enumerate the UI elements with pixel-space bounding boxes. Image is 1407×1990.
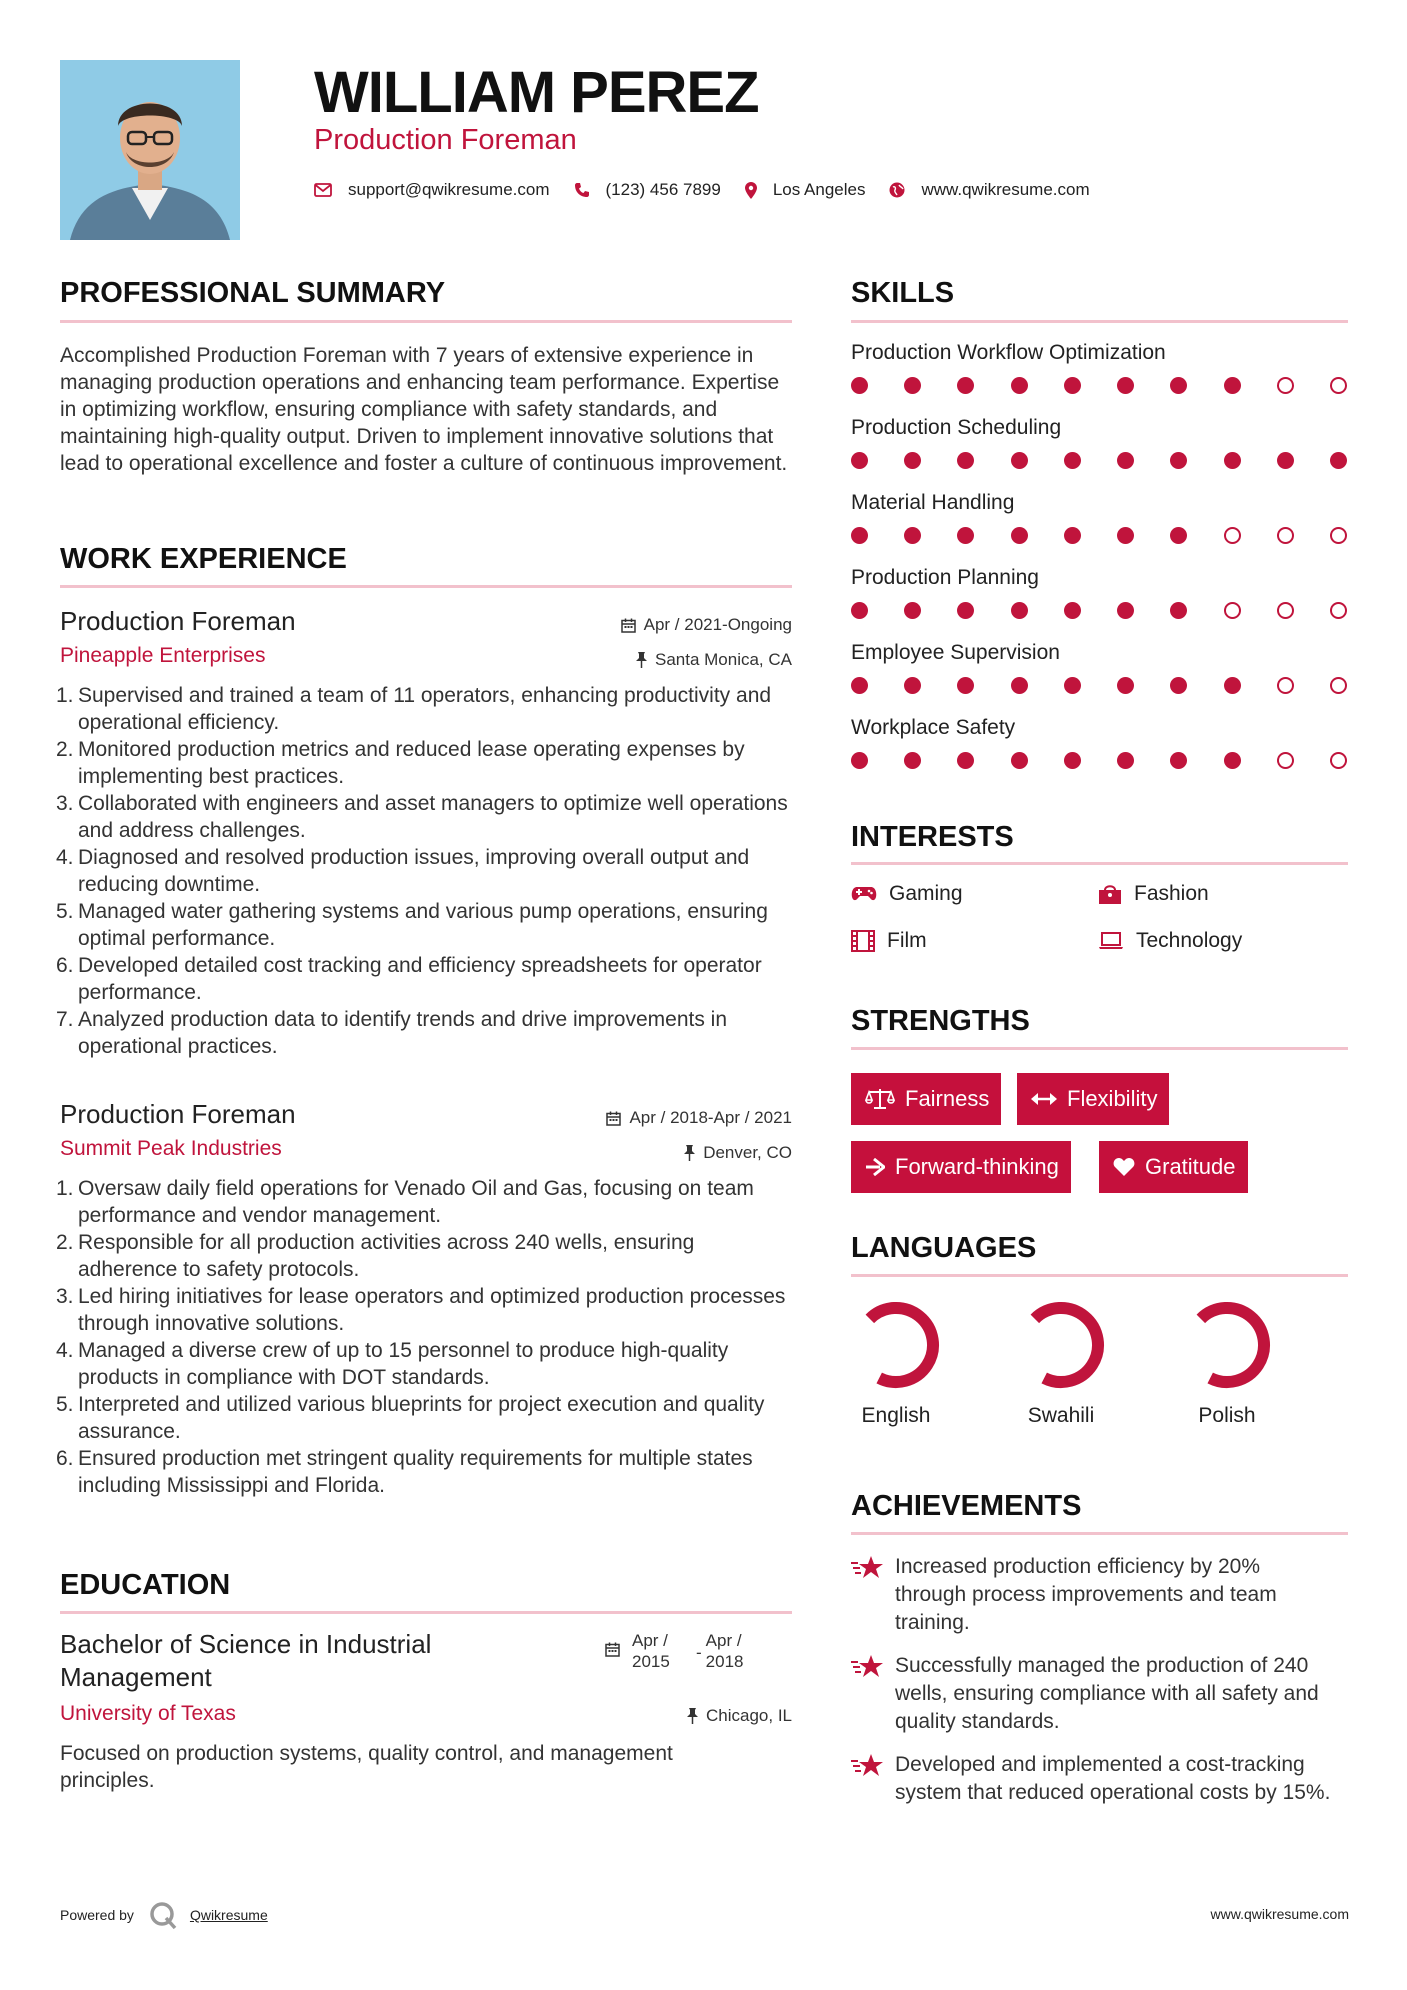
job-location-text: Santa Monica, CA [654,650,792,669]
achievements-divider [851,1532,1348,1535]
rating-dot-filled [851,527,868,544]
rating-dot-filled [1170,452,1187,469]
map-marker-icon [745,182,757,199]
experience-divider [60,585,792,588]
rating-dot-empty [1224,527,1241,544]
skill-item [851,490,1351,544]
strength-fairness [851,1073,1001,1125]
job-bullets [56,682,792,1060]
rating-dot-filled [851,377,868,394]
achievement-text: Developed and implemented a cost-tracking system that reduced operational costs by 15%. [895,1753,1331,1804]
phone-icon [574,182,590,198]
pushpin-icon [636,652,647,668]
experience-heading: WORK EXPERIENCE [60,543,347,575]
rating-dot-filled [1170,677,1187,694]
skill-rating [851,527,1347,544]
rating-dot-filled [1330,452,1347,469]
summary-text: Accomplished Production Foreman with 7 years of extensive experience in managing production operations and enhancing team performance. Expertise in optimizing workflow, ensuring compliance with safety standards, and maintaining high-quality output. Driven to implement innovative solutions that lead to operational excellence and foster a culture of continuous improvement. [60,344,788,475]
job-location [684,1143,792,1163]
language-proficiency-arc [1035,1308,1098,1382]
candidate-title: Production Foreman [314,124,577,156]
job-entry [56,1098,792,1499]
rating-dot-empty [1330,377,1347,394]
skill-name: Production Planning [851,566,1039,589]
powered-by-text: Powered by [60,1907,134,1923]
email-text: support@qwikresume.com [348,180,550,199]
calendar-icon [621,618,636,633]
skills-divider [851,320,1348,323]
skill-rating [851,752,1347,769]
rating-dot-filled [1011,752,1028,769]
rating-dot-filled [1224,677,1241,694]
skill-name: Production Scheduling [851,416,1062,439]
achievement-item [851,1553,1331,1637]
summary-heading: PROFESSIONAL SUMMARY [60,277,446,309]
education-location-text: Chicago, IL [706,1706,792,1725]
rating-dot-filled [1011,377,1028,394]
rating-dot-filled [1011,677,1028,694]
heart-icon [1113,1157,1135,1177]
location-text: Los Angeles [772,180,866,199]
skill-name: Employee Supervision [851,641,1060,664]
job-company: Pineapple Enterprises [60,644,266,667]
rating-dot-empty [1330,527,1347,544]
degree-title: Bachelor of Science in Industrial Management [60,1629,432,1692]
rating-dot-filled [1064,377,1081,394]
rating-dot-filled [1011,452,1028,469]
contact-email[interactable] [314,180,550,200]
rating-dot-empty [1277,677,1294,694]
rating-dot-filled [1064,677,1081,694]
rating-dot-filled [1277,452,1294,469]
education-start-date: Apr / 2015 [632,1631,670,1671]
education-description: Focused on production systems, quality control, and management principles. [60,1742,673,1792]
date-separator: - [696,1643,702,1662]
language-proficiency-ring [851,1300,941,1390]
rating-dot-empty [1330,677,1347,694]
education-entry [60,1628,792,1794]
job-dates-text: Apr / 2018-Apr / 2021 [629,1108,792,1127]
rating-dot-filled [851,677,868,694]
language-item [1001,1300,1121,1428]
language-proficiency-arc [870,1308,933,1382]
interest-label: Gaming [889,882,963,905]
list-item: 3. Collaborated with engineers and asset managers to optimize well operations and address challenges. [56,792,788,842]
list-item: 6. Ensured production met stringent quality requirements for multiple states including Mississippi and Florida. [56,1447,753,1497]
language-name: English [861,1404,931,1427]
calendar-icon [606,1111,621,1126]
skill-name: Workplace Safety [851,716,1016,739]
rating-dot-filled [957,377,974,394]
achievement-item [851,1652,1331,1736]
contact-phone[interactable] [574,180,721,200]
job-title: Production Foreman [60,1099,296,1129]
interests-heading: INTERESTS [851,821,1014,853]
language-item [836,1300,956,1428]
gamepad-icon [851,886,877,902]
phone-text: (123) 456 7899 [605,180,721,199]
strength-flexibility [1017,1073,1169,1125]
skill-rating [851,377,1347,394]
education-divider [60,1611,792,1614]
rating-dot-filled [957,527,974,544]
rating-dot-filled [851,752,868,769]
rating-dot-filled [904,602,921,619]
rating-dot-empty [1277,752,1294,769]
interests-divider [851,862,1348,865]
footer-website[interactable]: www.qwikresume.com [1210,1906,1349,1922]
rating-dot-filled [904,527,921,544]
contact-website[interactable] [889,180,1089,200]
skill-item [851,415,1351,469]
rating-dot-filled [904,752,921,769]
rating-dot-filled [1011,602,1028,619]
interest-label: Film [887,929,927,952]
achievements-heading: ACHIEVEMENTS [851,1490,1082,1522]
rating-dot-filled [851,602,868,619]
skill-item [851,715,1351,769]
laptop-icon [1098,932,1124,950]
rating-dot-filled [1224,452,1241,469]
strength-label: Fairness [905,1086,990,1111]
list-item: 4. Diagnosed and resolved production issues, improving overall output and reducing downtime. [56,846,750,896]
list-item: 1. Oversaw daily field operations for Venado Oil and Gas, focusing on team performance and vendor management. [56,1177,754,1227]
rating-dot-empty [1330,602,1347,619]
skill-name: Production Workflow Optimization [851,341,1166,364]
rating-dot-filled [1117,452,1134,469]
skill-name: Material Handling [851,491,1015,514]
education-location [687,1706,792,1726]
achievement-text: Successfully managed the production of 240 wells, ensuring compliance with all safety and quality standards. [895,1654,1319,1733]
language-proficiency-ring [1182,1300,1272,1390]
list-item: 7. Analyzed production data to identify trends and drive improvements in operational practices. [56,1008,728,1058]
skill-item [851,340,1351,394]
strength-gratitude [1099,1141,1248,1193]
interest-label: Fashion [1134,882,1209,905]
rating-dot-filled [904,377,921,394]
skills-heading: SKILLS [851,277,955,309]
rating-dot-filled [1224,752,1241,769]
rating-dot-filled [1170,602,1187,619]
rating-dot-empty [1277,377,1294,394]
job-bullets [56,1175,792,1499]
strength-label: Flexibility [1067,1086,1158,1111]
strength-label: Forward-thinking [895,1154,1059,1179]
interest-gaming [851,882,963,906]
list-item: 5. Interpreted and utilized various blueprints for project execution and quality assurance. [56,1393,765,1443]
rating-dot-filled [1224,377,1241,394]
list-item: 5. Managed water gathering systems and various pump operations, ensuring optimal performance. [56,900,768,950]
job-company: Summit Peak Industries [60,1137,282,1160]
rating-dot-filled [851,452,868,469]
interest-technology [1098,929,1242,953]
calendar-icon [605,1642,620,1657]
profile-photo [60,60,240,240]
skill-item [851,565,1351,619]
rating-dot-filled [1011,527,1028,544]
rating-dot-filled [1117,752,1134,769]
qwikresume-link[interactable]: Qwikresume [189,1907,268,1923]
rating-dot-filled [1117,602,1134,619]
rating-dot-empty [1330,752,1347,769]
job-location [636,650,792,670]
list-item: 1. Supervised and trained a team of 11 operators, enhancing productivity and operational efficiency. [56,684,772,734]
job-title: Production Foreman [60,606,296,636]
skill-item [851,640,1351,694]
rating-dot-filled [904,452,921,469]
language-proficiency-arc [1201,1308,1264,1382]
rating-dot-filled [1170,527,1187,544]
education-heading: EDUCATION [60,1569,231,1601]
languages-divider [851,1274,1348,1277]
rating-dot-filled [1117,527,1134,544]
education-end-date: Apr / 2018 [705,1631,744,1671]
education-dates [605,1630,770,1672]
language-name: Swahili [1027,1404,1095,1427]
film-icon [851,930,875,952]
rating-dot-filled [1170,752,1187,769]
envelope-icon [314,183,332,197]
rating-dot-empty [1277,602,1294,619]
arrows-horizontal-icon [1031,1092,1057,1106]
pushpin-icon [684,1145,695,1161]
candidate-name: WILLIAM PEREZ [314,60,759,125]
rating-dot-filled [1064,752,1081,769]
language-proficiency-ring [1016,1300,1106,1390]
strengths-heading: STRENGTHS [851,1005,1030,1037]
rating-dot-filled [957,602,974,619]
job-dates-text: Apr / 2021-Ongoing [643,615,792,634]
globe-icon [889,182,905,198]
star-icon [851,1555,885,1581]
rating-dot-filled [1170,377,1187,394]
footer-branding [60,1900,268,1930]
skill-rating [851,452,1347,469]
achievement-item [851,1751,1331,1807]
rating-dot-filled [904,677,921,694]
achievement-text: Increased production efficiency by 20% through process improvements and team training. [895,1555,1277,1634]
shopping-bag-icon [1098,883,1122,905]
job-entry [56,605,792,1060]
job-location-text: Denver, CO [703,1143,792,1162]
interest-fashion [1098,882,1209,906]
language-name: Polish [1198,1404,1256,1427]
rating-dot-filled [957,752,974,769]
list-item: 3. Led hiring initiatives for lease operators and optimized production processes through innovative solutions. [56,1285,786,1335]
pushpin-icon [687,1708,698,1724]
interest-film [851,929,927,953]
summary-divider [60,320,792,323]
list-item: 2. Responsible for all production activities across 240 wells, ensuring adherence to safety protocols. [56,1231,695,1281]
list-item: 6. Developed detailed cost tracking and efficiency spreadsheets for operator performance. [56,954,762,1004]
language-item [1167,1300,1287,1428]
qwikresume-logo-icon [148,1900,178,1930]
skill-rating [851,602,1347,619]
balance-scale-icon [865,1088,895,1110]
star-icon [851,1753,885,1779]
rating-dot-filled [1064,602,1081,619]
rating-dot-filled [1064,452,1081,469]
rating-dot-empty [1277,527,1294,544]
school-name: University of Texas [60,1702,236,1725]
strengths-divider [851,1047,1348,1050]
interest-label: Technology [1136,929,1243,952]
website-text: www.qwikresume.com [921,180,1090,199]
rating-dot-filled [957,677,974,694]
list-item: 2. Monitored production metrics and reduced lease operating expenses by implementing best practices. [56,738,745,788]
contact-location [745,180,866,200]
job-dates [621,615,792,635]
arrow-right-icon [865,1158,885,1176]
strength-forward-thinking [851,1141,1071,1193]
rating-dot-filled [1117,677,1134,694]
languages-heading: LANGUAGES [851,1232,1037,1264]
strength-label: Gratitude [1145,1154,1236,1179]
job-dates [606,1108,792,1128]
skill-rating [851,677,1347,694]
contact-bar [314,178,1114,202]
rating-dot-filled [957,452,974,469]
rating-dot-empty [1224,602,1241,619]
rating-dot-filled [1117,377,1134,394]
rating-dot-filled [1064,527,1081,544]
star-icon [851,1654,885,1680]
list-item: 4. Managed a diverse crew of up to 15 personnel to produce high-quality products in compliance with DOT standards. [56,1339,729,1389]
